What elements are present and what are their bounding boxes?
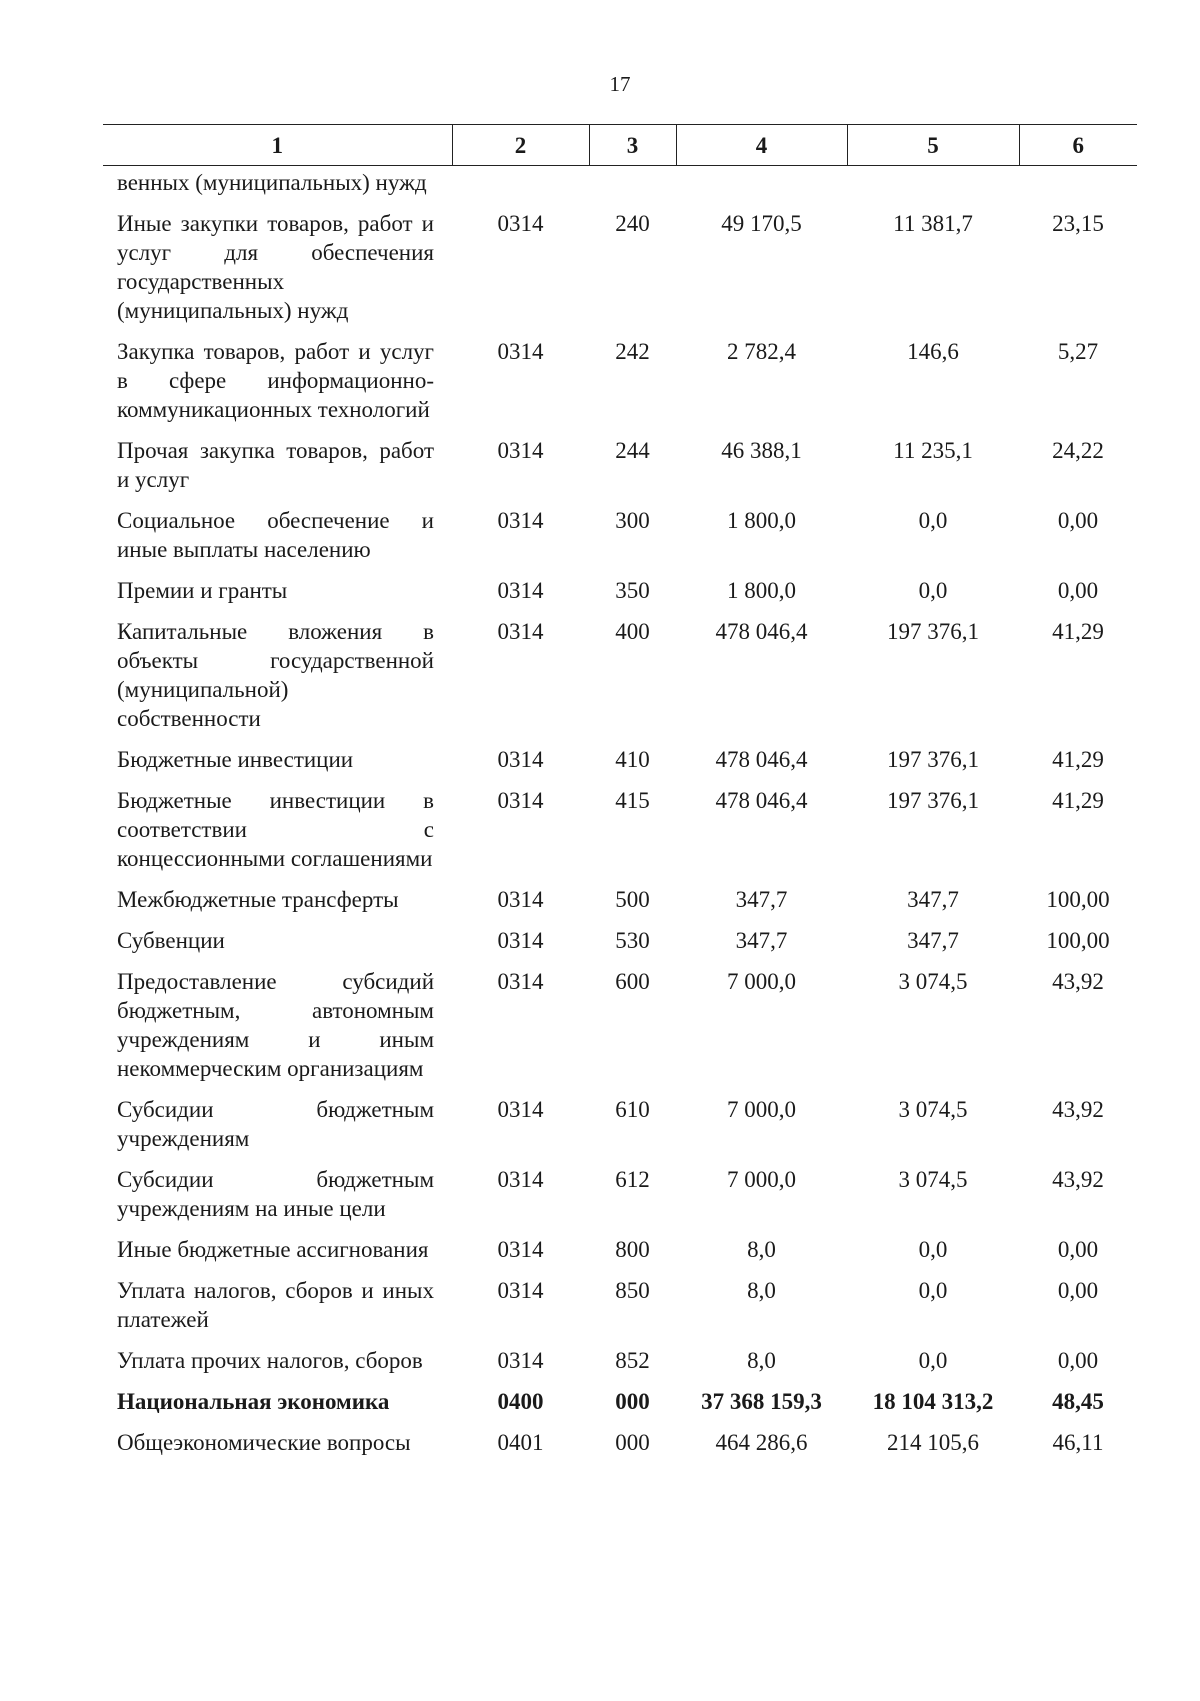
execution-percent: 23,15 bbox=[1052, 211, 1104, 236]
execution-percent: 0,00 bbox=[1057, 1348, 1099, 1373]
execution-percent: 41,29 bbox=[1052, 619, 1104, 644]
execution-percent: 41,29 bbox=[1052, 788, 1104, 813]
execution-percent: 100,00 bbox=[1046, 887, 1110, 912]
section-code: 0314 bbox=[497, 438, 544, 463]
execution-percent: 46,11 bbox=[1052, 1430, 1104, 1455]
row-label: Премии и гранты bbox=[117, 578, 288, 603]
executed-value: 214 105,6 bbox=[887, 1430, 979, 1455]
row-label: Субвенции bbox=[117, 928, 225, 953]
executed-value: 197 376,1 bbox=[887, 747, 979, 772]
table-row bbox=[103, 1346, 1137, 1387]
row-label: венных (муниципальных) нужд bbox=[117, 170, 427, 195]
section-code: 0314 bbox=[497, 928, 544, 953]
planned-value: 478 046,4 bbox=[715, 788, 808, 813]
planned-value: 7 000,0 bbox=[727, 1167, 796, 1192]
row-label: Субсидии бюджетным учреждениям bbox=[117, 1097, 434, 1151]
planned-value: 7 000,0 bbox=[727, 1097, 796, 1122]
execution-percent: 100,00 bbox=[1046, 928, 1110, 953]
table-row bbox=[103, 1276, 1137, 1346]
planned-value: 478 046,4 bbox=[715, 747, 808, 772]
execution-percent: 43,92 bbox=[1052, 969, 1104, 994]
table-row bbox=[103, 209, 1137, 337]
section-code: 0314 bbox=[497, 1167, 544, 1192]
row-label: Иные закупки товаров, работ и услуг для обеспечения государственных (муниципальных) нужд bbox=[117, 211, 434, 323]
table-row bbox=[103, 926, 1137, 967]
planned-value: 347,7 bbox=[735, 887, 788, 912]
executed-value: 3 074,5 bbox=[898, 969, 968, 994]
table-row bbox=[103, 1235, 1137, 1276]
executed-value: 0,0 bbox=[918, 1348, 948, 1373]
row-label: Межбюджетные трансферты bbox=[117, 887, 399, 912]
executed-value: 197 376,1 bbox=[887, 619, 979, 644]
planned-value: 478 046,4 bbox=[715, 619, 808, 644]
row-label: Предоставление субсидий бюджетным, автономным учреждениям и иным некоммерческим организациям bbox=[117, 969, 434, 1081]
section-code: 0314 bbox=[497, 969, 544, 994]
section-code: 0401 bbox=[497, 1430, 544, 1455]
section-code: 0314 bbox=[497, 211, 544, 236]
executed-value: 3 074,5 bbox=[898, 1097, 968, 1122]
expense-type-code: 240 bbox=[615, 211, 650, 236]
expense-type-code: 800 bbox=[615, 1237, 650, 1262]
table-body bbox=[103, 166, 1137, 1470]
section-code: 0400 bbox=[497, 1389, 544, 1414]
row-label: Общеэкономические вопросы bbox=[117, 1430, 411, 1455]
expense-type-code: 612 bbox=[615, 1167, 650, 1192]
table-row bbox=[103, 885, 1137, 926]
expense-type-code: 610 bbox=[615, 1097, 650, 1122]
column-header: 1 bbox=[103, 125, 452, 166]
section-code: 0314 bbox=[497, 747, 544, 772]
executed-value: 11 381,7 bbox=[893, 211, 973, 236]
table-row bbox=[103, 967, 1137, 1095]
row-label: Субсидии бюджетным учреждениям на иные цели bbox=[117, 1167, 434, 1221]
expense-type-code: 000 bbox=[615, 1430, 650, 1455]
expense-type-code: 500 bbox=[615, 887, 650, 912]
executed-value: 0,0 bbox=[918, 1278, 948, 1303]
table-row bbox=[103, 576, 1137, 617]
section-code bbox=[452, 166, 589, 210]
expense-type-code: 415 bbox=[615, 788, 650, 813]
table-row bbox=[103, 1387, 1137, 1428]
column-header: 2 bbox=[452, 125, 589, 166]
execution-percent: 0,00 bbox=[1057, 1278, 1099, 1303]
expense-type-code: 530 bbox=[615, 928, 650, 953]
table-row bbox=[103, 617, 1137, 745]
executed-value: 3 074,5 bbox=[898, 1167, 968, 1192]
planned-value: 37 368 159,3 bbox=[701, 1389, 822, 1414]
execution-percent: 43,92 bbox=[1052, 1167, 1104, 1192]
expense-type-code: 600 bbox=[615, 969, 650, 994]
expense-type-code: 350 bbox=[615, 578, 650, 603]
section-code: 0314 bbox=[497, 1348, 544, 1373]
planned-value: 347,7 bbox=[735, 928, 788, 953]
section-code: 0314 bbox=[497, 887, 544, 912]
executed-value: 11 235,1 bbox=[893, 438, 973, 463]
executed-value: 347,7 bbox=[907, 887, 959, 912]
execution-percent: 0,00 bbox=[1057, 578, 1099, 603]
execution-percent bbox=[1019, 166, 1137, 210]
row-label: Социальное обеспечение и иные выплаты населению bbox=[117, 508, 434, 562]
section-code: 0314 bbox=[497, 619, 544, 644]
section-code: 0314 bbox=[497, 508, 544, 533]
planned-value: 1 800,0 bbox=[727, 578, 796, 603]
planned-value: 8,0 bbox=[747, 1237, 776, 1262]
executed-value bbox=[847, 166, 1019, 210]
execution-percent: 43,92 bbox=[1052, 1097, 1104, 1122]
planned-value: 8,0 bbox=[747, 1278, 776, 1303]
row-label: Уплата прочих налогов, сборов bbox=[117, 1348, 423, 1373]
execution-percent: 24,22 bbox=[1052, 438, 1104, 463]
expense-type-code: 300 bbox=[615, 508, 650, 533]
table-header-row bbox=[103, 125, 1137, 166]
execution-percent: 0,00 bbox=[1057, 1237, 1099, 1262]
expense-type-code: 000 bbox=[615, 1389, 650, 1414]
executed-value: 146,6 bbox=[907, 339, 959, 364]
row-label: Бюджетные инвестиции bbox=[117, 747, 354, 772]
table-row bbox=[103, 337, 1137, 436]
planned-value: 2 782,4 bbox=[727, 339, 796, 364]
section-code: 0314 bbox=[497, 1237, 544, 1262]
table-row bbox=[103, 745, 1137, 786]
execution-percent: 5,27 bbox=[1057, 339, 1099, 364]
row-label: Закупка товаров, работ и услуг в сфере информационно-коммуникационных технологий bbox=[117, 339, 434, 422]
table-row bbox=[103, 1095, 1137, 1165]
planned-value: 1 800,0 bbox=[727, 508, 796, 533]
column-header: 3 bbox=[589, 125, 676, 166]
column-header: 5 bbox=[847, 125, 1019, 166]
column-header: 4 bbox=[676, 125, 847, 166]
section-code: 0314 bbox=[497, 788, 544, 813]
planned-value: 46 388,1 bbox=[721, 438, 802, 463]
table-row bbox=[103, 436, 1137, 506]
planned-value: 49 170,5 bbox=[721, 211, 802, 236]
expense-type-code: 850 bbox=[615, 1278, 650, 1303]
table-row bbox=[103, 1165, 1137, 1235]
expense-type-code: 852 bbox=[615, 1348, 650, 1373]
execution-percent: 48,45 bbox=[1052, 1389, 1104, 1414]
section-code: 0314 bbox=[497, 1278, 544, 1303]
section-code: 0314 bbox=[497, 578, 544, 603]
executed-value: 0,0 bbox=[918, 508, 948, 533]
row-label: Национальная экономика bbox=[117, 1389, 390, 1414]
planned-value: 464 286,6 bbox=[715, 1430, 808, 1455]
expense-type-code: 410 bbox=[615, 747, 650, 772]
table-row bbox=[103, 506, 1137, 576]
expense-type-code: 242 bbox=[615, 339, 650, 364]
row-label: Иные бюджетные ассигнования bbox=[117, 1237, 429, 1262]
planned-value bbox=[676, 166, 847, 210]
planned-value: 8,0 bbox=[747, 1348, 776, 1373]
execution-percent: 0,00 bbox=[1057, 508, 1099, 533]
row-label: Бюджетные инвестиции в соответствии с концессионными соглашениями bbox=[117, 788, 434, 871]
section-code: 0314 bbox=[497, 339, 544, 364]
execution-percent: 41,29 bbox=[1052, 747, 1104, 772]
row-label: Прочая закупка товаров, работ и услуг bbox=[117, 438, 434, 492]
expense-type-code bbox=[589, 166, 676, 210]
table-row bbox=[103, 786, 1137, 885]
executed-value: 347,7 bbox=[907, 928, 959, 953]
table-row bbox=[103, 166, 1137, 210]
expense-type-code: 244 bbox=[615, 438, 650, 463]
page-number: 17 bbox=[609, 72, 631, 96]
section-code: 0314 bbox=[497, 1097, 544, 1122]
executed-value: 0,0 bbox=[918, 578, 948, 603]
executed-value: 18 104 313,2 bbox=[872, 1389, 994, 1414]
expense-type-code: 400 bbox=[615, 619, 650, 644]
planned-value: 7 000,0 bbox=[727, 969, 796, 994]
executed-value: 0,0 bbox=[918, 1237, 948, 1262]
executed-value: 197 376,1 bbox=[887, 788, 979, 813]
row-label: Уплата налогов, сборов и иных платежей bbox=[117, 1278, 434, 1332]
table-row bbox=[103, 1428, 1137, 1469]
budget-table bbox=[103, 124, 1137, 1469]
column-header: 6 bbox=[1019, 125, 1137, 166]
row-label: Капитальные вложения в объекты государственной (муниципальной) собственности bbox=[117, 619, 434, 731]
